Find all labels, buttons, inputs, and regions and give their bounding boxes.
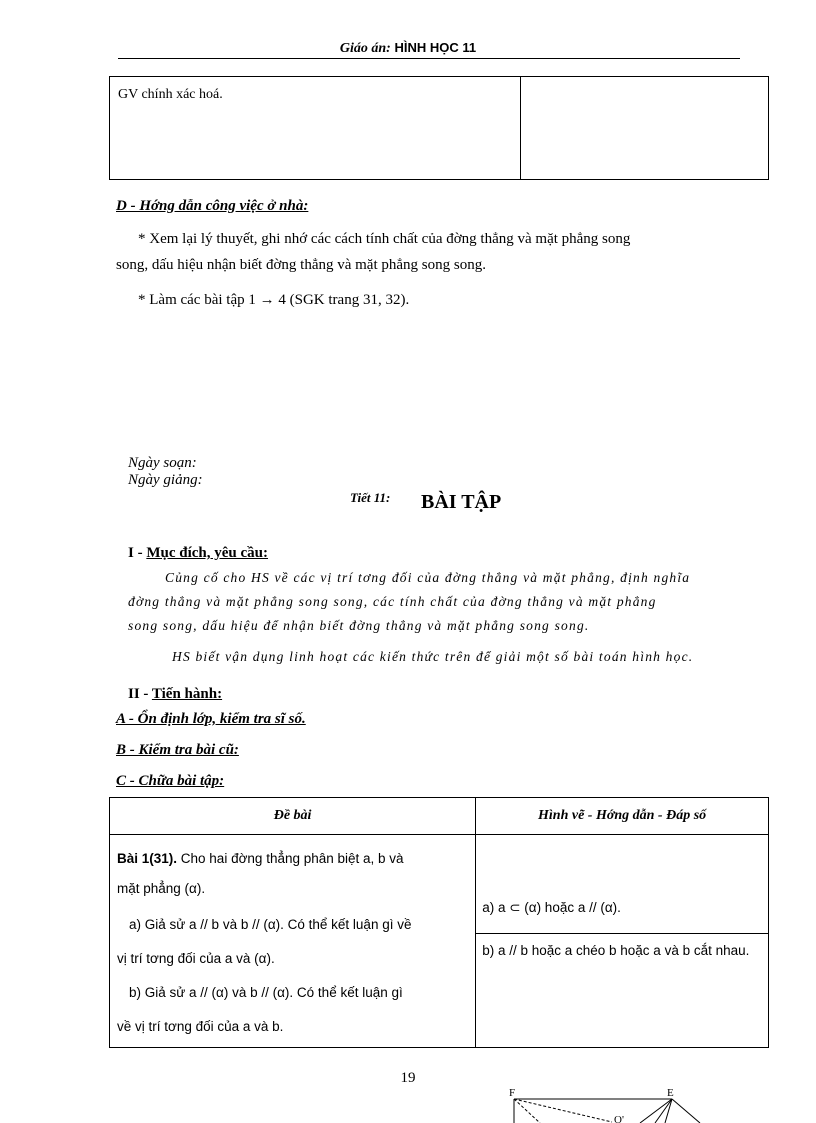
part-a-line2: vị trí tơng đối của a và (α). [117,951,275,966]
section-d-homework [138,287,409,313]
section-2-heading [128,686,222,703]
homework-prefix: * Làm các bài tập 1 [138,292,260,308]
answer-cell [476,835,769,1048]
problem-cell [110,835,476,1048]
section-1-num: I - [128,545,147,561]
table-header-row [110,798,769,835]
page-number: 19 [400,1070,416,1086]
dates-block [128,455,203,489]
part-a-line1: a) Giả sử a // b và b // (α). Có thể kết luận gì về [129,917,412,932]
problem-text1: Cho hai đờng thẳng phân biệt a, b và [177,851,404,866]
top-table-right-cell [520,77,768,180]
section-1-heading [128,545,268,562]
arrow-icon: → [259,292,275,308]
header-prefix: Giáo án: [339,41,391,56]
problem-text2: mặt phẳng (α). [117,881,206,896]
header-rule [118,58,740,59]
part-a [111,908,474,944]
top-table-left-cell: GV chính xác hoá. [110,77,521,180]
section-2-title: Tiến hành: [151,686,223,702]
lesson-number: Tiết 11: [350,490,391,505]
part-b [111,978,474,1012]
part-b-line1: b) Giả sử a // (α) và b // (α). Có thể kết luận gì [129,985,403,1000]
section-2-num: II - [128,686,152,702]
top-table [109,76,769,180]
date-giang: Ngày giảng: [128,472,203,488]
figure-dashed-1 [514,1099,612,1122]
section-1-line2: đờng thẳng và mặt phẳng song song, các tính chất của đờng thẳng và mặt phẳng [128,594,657,609]
figure-edge-e3 [665,1099,672,1123]
figure-edge-e1 [640,1099,672,1123]
section-2-b: B - Kiểm tra bài cũ: [116,742,239,758]
figure-edge-e4 [672,1099,700,1123]
table-row [110,835,769,1048]
section-d-heading: D - Hớng dẫn công việc ở nhà: [116,198,309,214]
part-b-cont [111,1012,474,1046]
problem-statement [111,836,474,908]
figure-label-o: O' [614,1114,624,1123]
geometry-figure [500,1082,730,1123]
section-d-line2: song, dấu hiệu nhận biết đờng thẳng và mặt phẳng song song. [116,257,486,273]
part-a-cont [111,944,474,978]
col-header-problem: Đề bài [110,798,476,835]
problem-title: Bài 1(31). [117,851,178,866]
col-header-answer: Hình vẽ - Hớng dẫn - Đáp số [476,798,769,835]
date-soan: Ngày soạn: [128,455,197,471]
exercise-table [109,797,769,1048]
section-1-title: Mục đích, yêu cầu: [146,545,269,561]
section-1-line1: Củng cố cho HS về các vị trí tơng đối của đờng thẳng và mặt phẳng, định nghĩa [165,570,691,585]
section-2-c: C - Chữa bài tập: [116,773,225,789]
answer-b: b) a // b hoặc a chéo b hoặc a và b cắt nhau. [482,943,750,958]
header-subject: HÌNH HỌC 11 [394,40,477,55]
page-header [0,40,816,57]
lesson-title: BÀI TẬP [421,491,502,513]
figure-edge-e2 [655,1099,672,1123]
section-1-line3: song song, dấu hiệu để nhận biết đờng thẳng và mặt phẳng song song. [128,618,590,633]
answer-a: a) a ⊂ (α) hoặc a // (α). [476,893,768,934]
section-d-line1: * Xem lại lý thuyết, ghi nhớ các cách tính chất của đờng thẳng và mặt phẳng song [138,231,631,247]
section-2-a: A - Ổn định lớp, kiểm tra sĩ số. [116,711,306,727]
homework-suffix: 4 (SGK trang 31, 32). [278,292,410,308]
figure-dashed-2 [514,1099,540,1123]
part-b-line2: về vị trí tơng đối của a và b. [117,1019,284,1034]
figure-label-e: E [667,1087,674,1099]
figure-label-f: F [509,1087,516,1099]
section-1-line4: HS biết vận dụng linh hoạt các kiến thức trên để giải một số bài toán hình học. [172,649,694,664]
